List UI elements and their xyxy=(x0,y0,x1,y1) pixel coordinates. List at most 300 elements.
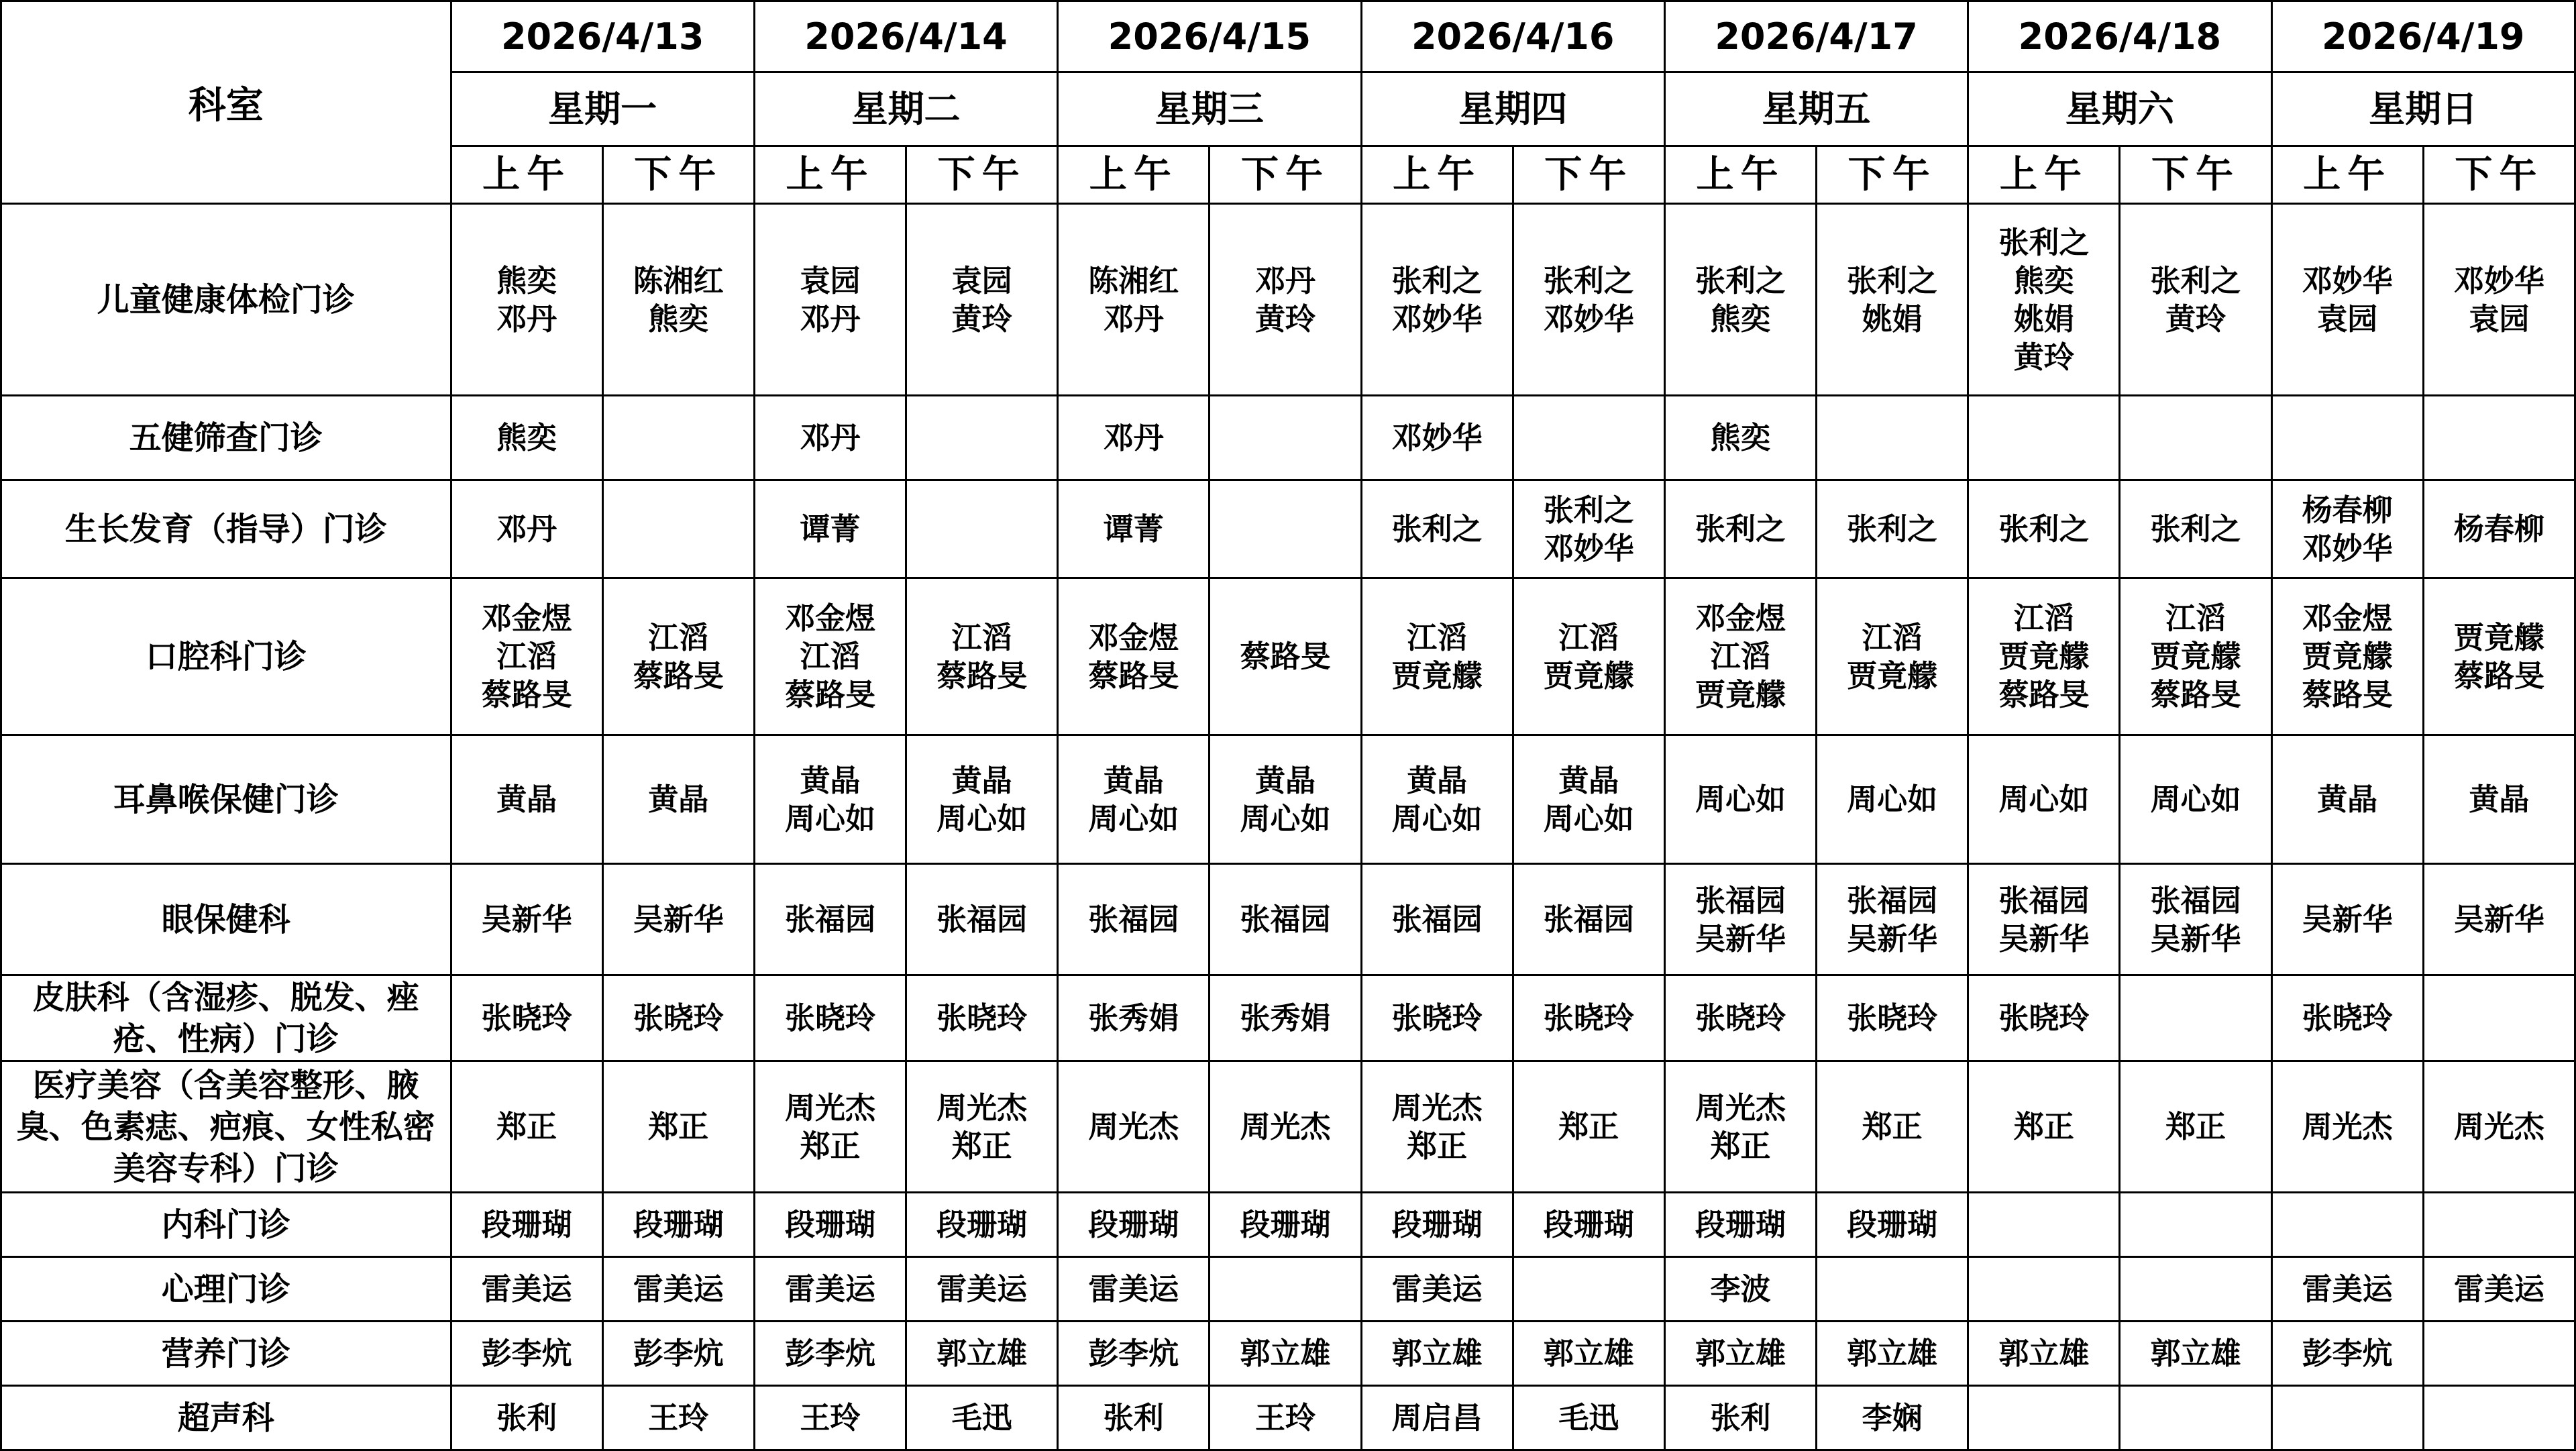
doctor-name: 江滔 xyxy=(1558,619,1619,655)
doctor-name: 张福园 xyxy=(784,902,875,937)
doctor-name: 杨春柳 xyxy=(2302,492,2393,528)
department-name: 口腔科门诊 xyxy=(1,578,451,735)
doctor-name: 雷美运 xyxy=(1088,1271,1179,1307)
schedule-cell xyxy=(754,1386,906,1450)
schedule-cell xyxy=(1210,735,1361,864)
date-header: 2026/4/17 xyxy=(1664,1,1968,72)
schedule-cell xyxy=(2120,1061,2271,1193)
doctor-name: 张利之 xyxy=(1998,511,2090,547)
schedule-cell xyxy=(2423,735,2575,864)
date-header: 2026/4/19 xyxy=(2271,1,2575,72)
weekday-header: 星期一 xyxy=(451,72,754,146)
schedule-cell xyxy=(2271,204,2423,396)
schedule-cell xyxy=(2120,975,2271,1061)
doctor-name: 谭菁 xyxy=(1103,511,1164,547)
doctor-name: 吴新华 xyxy=(2453,902,2544,937)
schedule-cell xyxy=(451,864,602,975)
doctor-name: 黄玲 xyxy=(1254,301,1316,337)
doctor-name: 周心如 xyxy=(1543,800,1634,837)
doctor-name: 吴新华 xyxy=(2302,902,2393,937)
schedule-cell xyxy=(1513,975,1664,1061)
doctor-name: 张晓玲 xyxy=(633,1000,724,1036)
schedule-cell xyxy=(1664,396,1816,480)
doctor-name: 邓妙华 xyxy=(2302,262,2393,299)
doctor-name: 邓金煜 xyxy=(1088,619,1179,655)
doctor-name: 段珊瑚 xyxy=(1695,1207,1786,1242)
schedule-cell xyxy=(1210,1193,1361,1257)
doctor-name: 黄晶 xyxy=(648,782,709,817)
schedule-cell xyxy=(2271,864,2423,975)
doctor-name: 江滔 xyxy=(2165,600,2226,636)
doctor-name: 段珊瑚 xyxy=(1240,1207,1331,1242)
schedule-cell xyxy=(1058,1386,1210,1450)
schedule-cell xyxy=(2120,204,2271,396)
schedule-cell xyxy=(2423,1322,2575,1386)
doctor-name: 邓妙华 xyxy=(1391,420,1483,455)
schedule-cell xyxy=(2120,864,2271,975)
schedule-cell xyxy=(1968,975,2120,1061)
doctor-name: 江滔 xyxy=(1862,619,1923,655)
department-row xyxy=(1,1322,2575,1386)
schedule-cell xyxy=(451,975,602,1061)
schedule-cell xyxy=(2423,864,2575,975)
schedule-cell xyxy=(1968,1061,2120,1193)
department-row xyxy=(1,864,2575,975)
schedule-cell xyxy=(1817,480,1968,578)
schedule-cell xyxy=(906,975,1058,1061)
schedule-cell xyxy=(451,204,602,396)
schedule-cell xyxy=(754,204,906,396)
doctor-name: 江滔 xyxy=(1407,619,1468,655)
doctor-name: 张利之 xyxy=(1847,262,1938,299)
department-name: 五健筛查门诊 xyxy=(1,396,451,480)
department-name: 儿童健康体检门诊 xyxy=(1,204,451,396)
schedule-cell xyxy=(451,480,602,578)
schedule-cell xyxy=(1361,1061,1513,1193)
morning-header: 上午 xyxy=(2271,146,2423,204)
schedule-cell xyxy=(2271,1257,2423,1322)
doctor-name: 张晓玲 xyxy=(936,1000,1028,1036)
doctor-name: 张利之 xyxy=(1847,511,1938,547)
doctor-name: 周心如 xyxy=(2150,782,2241,817)
doctor-name: 熊奕 xyxy=(496,420,557,455)
doctor-name: 袁园 xyxy=(2469,301,2530,337)
doctor-name: 郭立雄 xyxy=(2150,1336,2241,1371)
doctor-name: 黄晶 xyxy=(800,762,861,798)
doctor-name: 郭立雄 xyxy=(1998,1336,2090,1371)
schedule-cell xyxy=(2271,1061,2423,1193)
doctor-name: 张利之 xyxy=(1543,262,1634,299)
schedule-cell xyxy=(1513,1061,1664,1193)
doctor-name: 郑正 xyxy=(2013,1109,2074,1144)
schedule-cell xyxy=(1058,975,1210,1061)
schedule-cell xyxy=(906,1322,1058,1386)
doctor-name: 贾竟艨 xyxy=(1695,677,1786,712)
weekday-header: 星期六 xyxy=(1968,72,2271,146)
doctor-name: 张秀娟 xyxy=(1240,1000,1331,1036)
doctor-name: 郑正 xyxy=(648,1109,709,1144)
schedule-cell xyxy=(602,864,754,975)
doctor-name: 彭李炕 xyxy=(1088,1336,1179,1371)
schedule-cell xyxy=(1361,1257,1513,1322)
doctor-name: 邓金煜 xyxy=(481,600,572,636)
schedule-cell xyxy=(1361,1322,1513,1386)
schedule-cell xyxy=(1968,864,2120,975)
afternoon-header: 下午 xyxy=(1817,146,1968,204)
doctor-name: 张晓玲 xyxy=(1543,1000,1634,1036)
schedule-cell xyxy=(1664,864,1816,975)
schedule-cell xyxy=(1361,864,1513,975)
schedule-cell xyxy=(1664,1322,1816,1386)
schedule-cell xyxy=(602,396,754,480)
schedule-cell xyxy=(2120,1322,2271,1386)
doctor-name: 蔡路旻 xyxy=(1240,639,1331,674)
department-name: 皮肤科（含湿疹、脱发、痤疮、性病）门诊 xyxy=(1,975,451,1061)
schedule-cell xyxy=(451,396,602,480)
doctor-name: 郭立雄 xyxy=(1391,1336,1483,1371)
doctor-name: 郑正 xyxy=(1407,1128,1468,1164)
doctor-name: 张利之 xyxy=(1695,511,1786,547)
morning-header: 上午 xyxy=(451,146,602,204)
doctor-name: 周心如 xyxy=(1088,800,1179,837)
schedule-cell xyxy=(1210,396,1361,480)
doctor-name: 邓丹 xyxy=(496,511,557,547)
doctor-name: 蔡路旻 xyxy=(936,657,1028,694)
doctor-name: 陈湘红 xyxy=(633,262,724,299)
doctor-name: 黄晶 xyxy=(2317,782,2378,817)
doctor-name: 蔡路旻 xyxy=(2150,677,2241,712)
schedule-cell xyxy=(2120,1193,2271,1257)
schedule-cell xyxy=(754,1257,906,1322)
schedule-cell xyxy=(2423,1386,2575,1450)
doctor-name: 邓妙华 xyxy=(1391,301,1483,337)
schedule-cell xyxy=(1058,1193,1210,1257)
doctor-name: 周光杰 xyxy=(1240,1109,1331,1144)
department-name: 医疗美容（含美容整形、腋臭、色素痣、疤痕、女性私密美容专科）门诊 xyxy=(1,1061,451,1193)
department-name: 内科门诊 xyxy=(1,1193,451,1257)
schedule-cell xyxy=(451,1193,602,1257)
department-row xyxy=(1,1193,2575,1257)
doctor-name: 江滔 xyxy=(648,619,709,655)
schedule-cell xyxy=(754,1322,906,1386)
doctor-name: 张利之 xyxy=(2150,262,2241,299)
schedule-cell xyxy=(2271,1322,2423,1386)
department-row xyxy=(1,1386,2575,1450)
schedule-cell xyxy=(1817,864,1968,975)
schedule-cell xyxy=(1210,1386,1361,1450)
schedule-cell xyxy=(906,1061,1058,1193)
afternoon-header: 下午 xyxy=(602,146,754,204)
schedule-cell xyxy=(2423,578,2575,735)
doctor-name: 张晓玲 xyxy=(784,1000,875,1036)
weekday-header: 星期三 xyxy=(1058,72,1361,146)
schedule-cell xyxy=(754,578,906,735)
department-header: 科室 xyxy=(1,1,451,204)
schedule-cell xyxy=(1361,975,1513,1061)
doctor-name: 郑正 xyxy=(1558,1109,1619,1144)
doctor-name: 熊奕 xyxy=(1710,420,1771,455)
doctor-name: 黄晶 xyxy=(1558,762,1619,798)
doctor-name: 张晓玲 xyxy=(1695,1000,1786,1036)
afternoon-header: 下午 xyxy=(2423,146,2575,204)
schedule-cell xyxy=(451,1322,602,1386)
doctor-name: 黄晶 xyxy=(1254,762,1316,798)
doctor-name: 郭立雄 xyxy=(1847,1336,1938,1371)
department-name: 超声科 xyxy=(1,1386,451,1450)
doctor-name: 邓金煜 xyxy=(1695,600,1786,636)
department-row xyxy=(1,480,2575,578)
department-name: 眼保健科 xyxy=(1,864,451,975)
schedule-cell xyxy=(1210,1322,1361,1386)
schedule-cell xyxy=(1817,735,1968,864)
schedule-cell xyxy=(1664,1257,1816,1322)
doctor-name: 段珊瑚 xyxy=(1391,1207,1483,1242)
doctor-name: 张福园 xyxy=(2150,882,2241,918)
doctor-name: 周心如 xyxy=(1998,782,2090,817)
schedule-cell xyxy=(2271,480,2423,578)
doctor-name: 张晓玲 xyxy=(1998,1000,2090,1036)
doctor-name: 张利之 xyxy=(1391,511,1483,547)
morning-header: 上午 xyxy=(1058,146,1210,204)
afternoon-header: 下午 xyxy=(1513,146,1664,204)
doctor-name: 张福园 xyxy=(936,902,1028,937)
afternoon-header: 下午 xyxy=(1210,146,1361,204)
doctor-name: 吴新华 xyxy=(1998,920,2090,957)
doctor-name: 蔡路旻 xyxy=(633,657,724,694)
doctor-name: 张利 xyxy=(1710,1400,1771,1436)
doctor-name: 张利 xyxy=(496,1400,557,1436)
doctor-name: 贾竟艨 xyxy=(1998,639,2090,674)
schedule-cell xyxy=(1513,578,1664,735)
doctor-name: 吴新华 xyxy=(2150,920,2241,957)
schedule-cell xyxy=(1664,480,1816,578)
afternoon-header: 下午 xyxy=(906,146,1058,204)
schedule-cell xyxy=(1968,1322,2120,1386)
schedule-cell xyxy=(451,735,602,864)
department-row xyxy=(1,578,2575,735)
doctor-name: 段珊瑚 xyxy=(1088,1207,1179,1242)
doctor-name: 邓丹 xyxy=(1103,301,1164,337)
doctor-name: 张福园 xyxy=(1240,902,1331,937)
doctor-name: 黄晶 xyxy=(951,762,1012,798)
schedule-cell xyxy=(1817,1193,1968,1257)
department-name: 耳鼻喉保健门诊 xyxy=(1,735,451,864)
schedule-cell xyxy=(1058,864,1210,975)
schedule-cell xyxy=(1817,578,1968,735)
schedule-cell xyxy=(1513,1257,1664,1322)
schedule-cell xyxy=(1817,1322,1968,1386)
doctor-name: 杨春柳 xyxy=(2453,511,2544,547)
doctor-name: 邓丹 xyxy=(800,420,861,455)
doctor-name: 周光杰 xyxy=(1391,1089,1483,1126)
doctor-name: 袁园 xyxy=(800,262,861,299)
schedule-body xyxy=(1,204,2575,1450)
schedule-cell xyxy=(754,1061,906,1193)
doctor-name: 张福园 xyxy=(1847,882,1938,918)
schedule-cell xyxy=(451,1386,602,1450)
schedule-cell xyxy=(1361,204,1513,396)
schedule-cell xyxy=(1361,1386,1513,1450)
doctor-name: 雷美运 xyxy=(481,1271,572,1307)
doctor-name: 雷美运 xyxy=(936,1271,1028,1307)
doctor-name: 张利之 xyxy=(1998,224,2090,260)
schedule-cell xyxy=(1361,396,1513,480)
schedule-cell xyxy=(1817,1257,1968,1322)
doctor-name: 袁园 xyxy=(951,262,1012,299)
date-header: 2026/4/14 xyxy=(754,1,1057,72)
doctor-name: 蔡路旻 xyxy=(1088,657,1179,694)
schedule-cell xyxy=(754,864,906,975)
doctor-name: 邓丹 xyxy=(496,301,557,337)
doctor-name: 张晓玲 xyxy=(1391,1000,1483,1036)
schedule-cell xyxy=(602,480,754,578)
schedule-cell xyxy=(451,1061,602,1193)
doctor-name: 蔡路旻 xyxy=(481,677,572,712)
doctor-name: 张晓玲 xyxy=(2302,1000,2393,1036)
doctor-name: 段珊瑚 xyxy=(936,1207,1028,1242)
doctor-name: 邓丹 xyxy=(800,301,861,337)
schedule-cell xyxy=(1361,735,1513,864)
schedule-cell xyxy=(1058,1322,1210,1386)
schedule-cell xyxy=(2271,975,2423,1061)
doctor-name: 贾竟艨 xyxy=(1543,657,1634,694)
doctor-name: 郑正 xyxy=(1862,1109,1923,1144)
schedule-cell xyxy=(1058,1061,1210,1193)
weekday-header: 星期二 xyxy=(754,72,1057,146)
schedule-cell xyxy=(1513,204,1664,396)
doctor-name: 张福园 xyxy=(1543,902,1634,937)
doctor-name: 蔡路旻 xyxy=(784,677,875,712)
schedule-cell xyxy=(2271,578,2423,735)
schedule-cell xyxy=(1210,1257,1361,1322)
schedule-cell xyxy=(906,578,1058,735)
doctor-name: 贾竟艨 xyxy=(2150,639,2241,674)
schedule-cell xyxy=(1513,396,1664,480)
schedule-cell xyxy=(2271,1386,2423,1450)
schedule-cell xyxy=(1210,578,1361,735)
doctor-name: 邓丹 xyxy=(1254,262,1316,299)
doctor-name: 周启昌 xyxy=(1391,1400,1483,1436)
doctor-name: 熊奕 xyxy=(1710,301,1771,337)
schedule-cell xyxy=(2120,578,2271,735)
schedule-cell xyxy=(1817,396,1968,480)
doctor-name: 邓金煜 xyxy=(2302,600,2393,636)
schedule-cell xyxy=(1210,975,1361,1061)
date-row xyxy=(1,1,2575,72)
schedule-cell xyxy=(1361,1193,1513,1257)
schedule-cell xyxy=(754,480,906,578)
doctor-name: 邓妙华 xyxy=(2453,262,2544,299)
schedule-cell xyxy=(2271,735,2423,864)
doctor-name: 贾竟艨 xyxy=(2453,619,2544,655)
doctor-name: 周光杰 xyxy=(936,1089,1028,1126)
doctor-name: 贾竟艨 xyxy=(1847,657,1938,694)
schedule-cell xyxy=(1664,1061,1816,1193)
doctor-name: 周心如 xyxy=(936,800,1028,837)
doctor-name: 郭立雄 xyxy=(936,1336,1028,1371)
doctor-name: 郭立雄 xyxy=(1240,1336,1331,1371)
schedule-cell xyxy=(1058,578,1210,735)
doctor-name: 周心如 xyxy=(784,800,875,837)
doctor-name: 张利之 xyxy=(1543,492,1634,528)
doctor-name: 张晓玲 xyxy=(481,1000,572,1036)
schedule-cell xyxy=(906,480,1058,578)
doctor-name: 黄晶 xyxy=(2469,782,2530,817)
schedule-cell xyxy=(754,975,906,1061)
doctor-name: 邓妙华 xyxy=(1543,301,1634,337)
doctor-name: 段珊瑚 xyxy=(481,1207,572,1242)
schedule-cell xyxy=(2271,1193,2423,1257)
schedule-cell xyxy=(1210,204,1361,396)
doctor-name: 张晓玲 xyxy=(1847,1000,1938,1036)
doctor-name: 周心如 xyxy=(1240,800,1331,837)
morning-header: 上午 xyxy=(1664,146,1816,204)
doctor-name: 袁园 xyxy=(2317,301,2378,337)
doctor-name: 周心如 xyxy=(1847,782,1938,817)
doctor-name: 江滔 xyxy=(951,619,1012,655)
doctor-name: 邓妙华 xyxy=(1543,530,1634,566)
afternoon-header: 下午 xyxy=(2120,146,2271,204)
doctor-name: 张利之 xyxy=(1391,262,1483,299)
schedule-cell xyxy=(754,396,906,480)
department-name: 营养门诊 xyxy=(1,1322,451,1386)
schedule-cell xyxy=(2120,1257,2271,1322)
schedule-cell xyxy=(1664,1386,1816,1450)
schedule-cell xyxy=(906,735,1058,864)
date-header: 2026/4/13 xyxy=(451,1,754,72)
doctor-name: 吴新华 xyxy=(481,902,572,937)
doctor-name: 熊奕 xyxy=(2013,262,2074,299)
doctor-name: 毛迅 xyxy=(951,1400,1012,1436)
doctor-name: 张福园 xyxy=(1088,902,1179,937)
doctor-name: 周光杰 xyxy=(784,1089,875,1126)
weekday-header: 星期日 xyxy=(2271,72,2575,146)
doctor-name: 贾竟艨 xyxy=(1391,657,1483,694)
doctor-name: 张利之 xyxy=(1695,262,1786,299)
schedule-cell xyxy=(906,864,1058,975)
schedule-cell xyxy=(2423,480,2575,578)
doctor-name: 周心如 xyxy=(1695,782,1786,817)
doctor-name: 陈湘红 xyxy=(1088,262,1179,299)
doctor-name: 郭立雄 xyxy=(1543,1336,1634,1371)
doctor-name: 郭立雄 xyxy=(1695,1336,1786,1371)
doctor-name: 彭李炕 xyxy=(481,1336,572,1371)
doctor-name: 周心如 xyxy=(1391,800,1483,837)
schedule-cell xyxy=(1664,1193,1816,1257)
schedule-cell xyxy=(1210,480,1361,578)
schedule-cell xyxy=(1513,480,1664,578)
schedule-cell xyxy=(1968,1386,2120,1450)
department-row xyxy=(1,204,2575,396)
doctor-name: 江滔 xyxy=(496,639,557,674)
doctor-name: 张福园 xyxy=(1998,882,2090,918)
schedule-cell xyxy=(1058,1257,1210,1322)
schedule-cell xyxy=(1058,204,1210,396)
department-name: 心理门诊 xyxy=(1,1257,451,1322)
doctor-name: 彭李炕 xyxy=(633,1336,724,1371)
schedule-cell xyxy=(906,204,1058,396)
doctor-name: 周光杰 xyxy=(1695,1089,1786,1126)
schedule-cell xyxy=(1817,1386,1968,1450)
schedule-cell xyxy=(602,1193,754,1257)
doctor-name: 段珊瑚 xyxy=(1543,1207,1634,1242)
schedule-cell xyxy=(1968,204,2120,396)
doctor-name: 姚娟 xyxy=(2013,301,2074,337)
date-header: 2026/4/16 xyxy=(1361,1,1664,72)
schedule-cell xyxy=(1664,204,1816,396)
schedule-cell xyxy=(2120,396,2271,480)
schedule-cell xyxy=(2120,480,2271,578)
